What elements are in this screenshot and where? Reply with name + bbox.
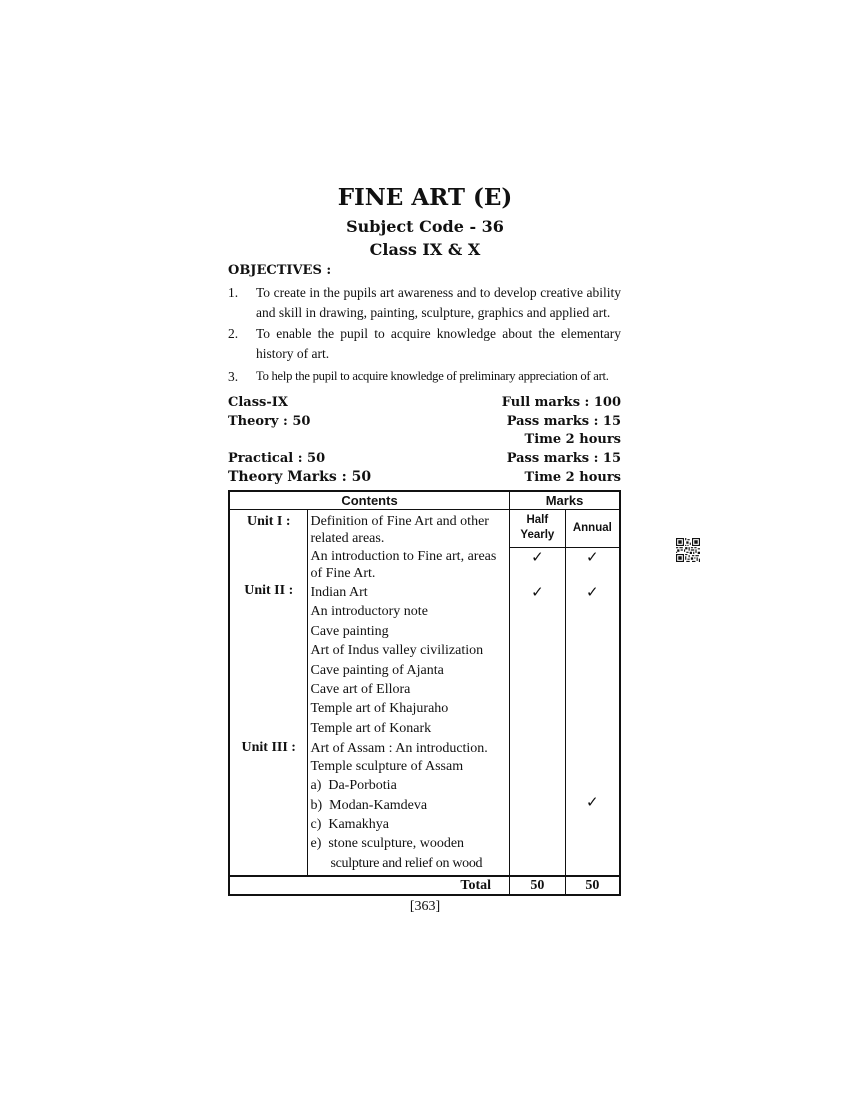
table-row xyxy=(308,547,510,582)
unit-label: Unit I : xyxy=(229,510,308,548)
objective-item xyxy=(228,324,621,363)
subject-code: Subject Code - 36 xyxy=(346,217,504,236)
content-item: c) Kamakhya xyxy=(310,817,390,833)
content-item: Definition of Fine Art and other related areas. xyxy=(310,514,489,546)
class-heading: Class IX & X xyxy=(369,240,481,259)
content-item: b) Modan-Kamdeva xyxy=(310,797,428,813)
total-label: Total xyxy=(229,876,510,895)
table-row xyxy=(308,738,510,876)
theory-marks-total: Theory Marks : 50 xyxy=(228,469,372,485)
content-item: a) Da-Porbotia xyxy=(310,778,397,794)
content-item: An introduction to Fine art, areas of Fine Art. xyxy=(310,549,497,581)
total-annual: 50 xyxy=(565,876,620,895)
half-yearly-header: Half Yearly xyxy=(510,510,566,548)
pass-marks: Pass marks : 15 xyxy=(506,451,621,466)
objective-number: 3. xyxy=(228,369,239,384)
annual-header: Annual xyxy=(565,510,620,548)
pass-marks: Pass marks : 15 xyxy=(506,414,621,429)
marks-table xyxy=(228,490,621,896)
class-label: Class-IX xyxy=(228,395,288,410)
content-item: Temple art of Khajuraho xyxy=(310,701,449,717)
content-item: Cave painting of Ajanta xyxy=(310,662,444,678)
objective-text: To create in the pupils art awareness and to develop creative ability and skill in drawing, painting, sculpture, graphics and applied art. xyxy=(256,285,621,320)
check-mark: ✓ xyxy=(586,583,599,601)
content-item: sculpture and relief on wood xyxy=(330,855,483,871)
objective-number: 2. xyxy=(228,326,239,341)
contents-header: Contents xyxy=(229,491,510,510)
objective-item xyxy=(228,283,621,322)
table-row xyxy=(308,510,510,548)
table-row xyxy=(308,582,510,738)
page-title: FINE ART (E) xyxy=(337,184,513,211)
unit-label: Unit II : xyxy=(229,582,308,738)
qr-code-icon xyxy=(676,538,700,562)
objective-item xyxy=(228,367,621,387)
content-item: Art of Indus valley civilization xyxy=(310,643,484,659)
content-item: Temple art of Konark xyxy=(310,720,432,736)
unit-label: Unit III : xyxy=(229,738,308,876)
time-limit: Time 2 hours xyxy=(524,470,621,485)
check-mark: ✓ xyxy=(586,793,599,812)
marks-header: Marks xyxy=(510,491,620,510)
practical-marks: Practical : 50 xyxy=(228,451,326,466)
content-item: Cave art of Ellora xyxy=(310,682,411,698)
content-item: An introductory note xyxy=(310,604,428,620)
check-mark: ✓ xyxy=(531,583,544,601)
full-marks: Full marks : 100 xyxy=(501,395,621,410)
objective-text: To enable the pupil to acquire knowledge about the elementary history of art. xyxy=(256,326,621,361)
check-mark: ✓ xyxy=(531,547,544,566)
content-item: Indian Art xyxy=(310,585,368,600)
objective-text: To help the pupil to acquire knowledge of preliminary appreciation of art. xyxy=(256,369,609,383)
page-number: [363] xyxy=(409,899,441,914)
content-item: Temple sculpture of Assam xyxy=(310,759,464,775)
content-item: Cave painting xyxy=(310,623,389,639)
time-limit: Time 2 hours xyxy=(524,432,621,447)
content-item: Art of Assam : An introduction. xyxy=(310,741,488,757)
check-mark: ✓ xyxy=(586,547,599,566)
total-half-yearly: 50 xyxy=(510,876,566,895)
objectives-heading: OBJECTIVES : xyxy=(228,263,332,278)
objective-number: 1. xyxy=(228,285,239,300)
theory-marks: Theory : 50 xyxy=(228,414,311,429)
content-item: e) stone sculpture, wooden xyxy=(310,836,465,852)
